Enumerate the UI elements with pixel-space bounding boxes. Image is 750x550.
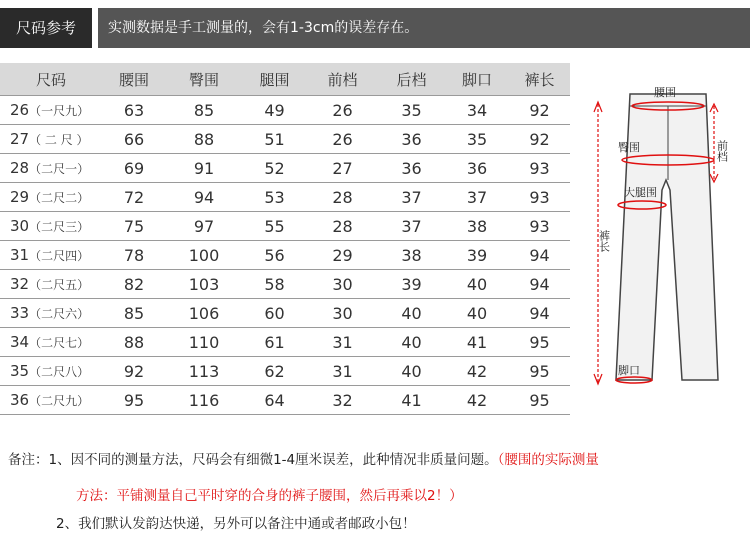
measurement-cell: 93 xyxy=(509,212,570,241)
size-chinese: （二尺三） xyxy=(29,220,90,234)
measurement-note: 实测数据是手工测量的，会有1-3cm的误差存在。 xyxy=(108,20,419,36)
measurement-cell: 42 xyxy=(445,357,509,386)
measurement-cell: 30 xyxy=(307,299,378,328)
measurement-cell: 36 xyxy=(378,154,445,183)
column-header: 后档 xyxy=(378,63,445,96)
measurement-cell: 85 xyxy=(102,299,166,328)
measurement-cell: 39 xyxy=(445,241,509,270)
column-header: 尺码 xyxy=(0,63,102,96)
measurement-cell: 53 xyxy=(242,183,307,212)
measurement-cell: 92 xyxy=(509,96,570,125)
measurement-cell: 26 xyxy=(307,96,378,125)
size-number: 33 xyxy=(10,304,30,322)
measurement-cell: 26 xyxy=(307,125,378,154)
note-line-2: 方法：平铺测量自己平时穿的合身的裤子腰围，然后再乘以2！） xyxy=(76,488,463,504)
size-number: 36 xyxy=(10,391,30,409)
measurement-cell: 36 xyxy=(445,154,509,183)
size-chinese: （二尺二） xyxy=(29,191,90,205)
size-cell xyxy=(0,241,102,270)
size-table-body xyxy=(0,96,570,415)
pants-diagram xyxy=(586,80,746,410)
measurement-cell: 100 xyxy=(166,241,242,270)
hem-label: 脚口 xyxy=(618,364,640,377)
measurement-cell: 88 xyxy=(166,125,242,154)
size-number: 27 xyxy=(10,130,30,148)
note-line-3: 2、我们默认发韵达快递，另外可以备注中通或者邮政小包！ xyxy=(56,516,416,532)
measurement-cell: 95 xyxy=(509,328,570,357)
column-header: 腰围 xyxy=(102,63,166,96)
measurement-cell: 78 xyxy=(102,241,166,270)
column-header: 裤长 xyxy=(509,63,570,96)
measurement-cell: 30 xyxy=(307,270,378,299)
column-header: 臀围 xyxy=(166,63,242,96)
measurement-cell: 95 xyxy=(102,386,166,415)
size-chinese: （二尺五） xyxy=(29,278,90,292)
measurement-cell: 97 xyxy=(166,212,242,241)
size-cell xyxy=(0,270,102,299)
measurement-cell: 88 xyxy=(102,328,166,357)
size-number: 34 xyxy=(10,333,30,351)
table-row xyxy=(0,183,570,212)
size-chinese: （ 二 尺 ） xyxy=(29,133,89,147)
table-row xyxy=(0,96,570,125)
measurement-cell: 92 xyxy=(509,125,570,154)
column-header: 腿围 xyxy=(242,63,307,96)
size-number: 29 xyxy=(10,188,30,206)
measurement-cell: 35 xyxy=(378,96,445,125)
measurement-cell: 28 xyxy=(307,183,378,212)
measurement-cell: 103 xyxy=(166,270,242,299)
size-number: 26 xyxy=(10,101,30,119)
measurement-cell: 110 xyxy=(166,328,242,357)
measurement-cell: 56 xyxy=(242,241,307,270)
header-bar xyxy=(0,8,750,48)
size-number: 35 xyxy=(10,362,30,380)
measurement-cell: 40 xyxy=(378,328,445,357)
size-chinese: （二尺四） xyxy=(29,249,90,263)
measurement-cell: 113 xyxy=(166,357,242,386)
table-row xyxy=(0,299,570,328)
measurement-cell: 95 xyxy=(509,357,570,386)
measurement-cell: 52 xyxy=(242,154,307,183)
table-header-row xyxy=(0,63,570,96)
measurement-cell: 27 xyxy=(307,154,378,183)
measurement-cell: 49 xyxy=(242,96,307,125)
measurement-cell: 62 xyxy=(242,357,307,386)
measurement-cell: 58 xyxy=(242,270,307,299)
measurement-cell: 64 xyxy=(242,386,307,415)
note-line-1 xyxy=(8,448,599,468)
size-cell xyxy=(0,357,102,386)
table-row xyxy=(0,212,570,241)
size-number: 32 xyxy=(10,275,30,293)
measurement-cell: 66 xyxy=(102,125,166,154)
measurement-cell: 36 xyxy=(378,125,445,154)
measurement-cell: 37 xyxy=(378,212,445,241)
measurement-cell: 116 xyxy=(166,386,242,415)
table-row xyxy=(0,386,570,415)
measurement-cell: 37 xyxy=(378,183,445,212)
size-table xyxy=(0,63,570,415)
size-cell xyxy=(0,183,102,212)
size-cell xyxy=(0,212,102,241)
waist-label: 腰围 xyxy=(654,86,676,99)
table-row xyxy=(0,328,570,357)
measurement-cell: 38 xyxy=(445,212,509,241)
measurement-cell: 42 xyxy=(445,386,509,415)
measurement-cell: 31 xyxy=(307,357,378,386)
measurement-cell: 91 xyxy=(166,154,242,183)
measurement-cell: 94 xyxy=(509,241,570,270)
pants-outline xyxy=(616,94,718,380)
size-chinese: （二尺七） xyxy=(29,336,90,350)
size-chinese: （二尺六） xyxy=(29,307,90,321)
measurement-cell: 32 xyxy=(307,386,378,415)
measurement-cell: 93 xyxy=(509,154,570,183)
measurement-cell: 92 xyxy=(102,357,166,386)
size-chinese: （一尺九） xyxy=(29,104,90,118)
table-row xyxy=(0,270,570,299)
measurement-cell: 35 xyxy=(445,125,509,154)
hip-label: 臀围 xyxy=(618,141,640,154)
measurement-cell: 106 xyxy=(166,299,242,328)
measurement-cell: 94 xyxy=(166,183,242,212)
measurement-cell: 75 xyxy=(102,212,166,241)
size-chinese: （二尺九） xyxy=(29,394,90,408)
table-row xyxy=(0,241,570,270)
measurement-cell: 29 xyxy=(307,241,378,270)
measurement-cell: 41 xyxy=(378,386,445,415)
table-row xyxy=(0,154,570,183)
measurement-cell: 93 xyxy=(509,183,570,212)
size-reference-tab: 尺码参考 xyxy=(0,8,92,48)
size-cell xyxy=(0,96,102,125)
measurement-cell: 61 xyxy=(242,328,307,357)
measurement-cell: 31 xyxy=(307,328,378,357)
measurement-cell: 94 xyxy=(509,270,570,299)
measurement-cell: 41 xyxy=(445,328,509,357)
header-separator xyxy=(92,8,98,48)
size-cell xyxy=(0,328,102,357)
measurement-cell: 60 xyxy=(242,299,307,328)
measurement-cell: 40 xyxy=(378,357,445,386)
measurement-cell: 40 xyxy=(445,299,509,328)
size-chinese: （二尺八） xyxy=(29,365,90,379)
measurement-cell: 40 xyxy=(445,270,509,299)
measurement-cell: 85 xyxy=(166,96,242,125)
size-number: 31 xyxy=(10,246,30,264)
note-1-text: 备注：1、因不同的测量方法，尺码会有细微1-4厘米误差，此种情况非质量问题。 xyxy=(8,452,498,468)
measurement-cell: 28 xyxy=(307,212,378,241)
size-cell xyxy=(0,154,102,183)
table-row xyxy=(0,125,570,154)
table-row xyxy=(0,357,570,386)
measurement-cell: 39 xyxy=(378,270,445,299)
measurement-cell: 63 xyxy=(102,96,166,125)
size-cell xyxy=(0,299,102,328)
column-header: 脚口 xyxy=(445,63,509,96)
measurement-cell: 38 xyxy=(378,241,445,270)
measurement-cell: 69 xyxy=(102,154,166,183)
column-header: 前档 xyxy=(307,63,378,96)
measurement-cell: 51 xyxy=(242,125,307,154)
size-chinese: （二尺一） xyxy=(29,162,90,176)
note-1-red: （腰围的实际测量 xyxy=(497,452,599,468)
size-number: 28 xyxy=(10,159,30,177)
measurement-cell: 72 xyxy=(102,183,166,212)
measurement-cell: 37 xyxy=(445,183,509,212)
size-cell xyxy=(0,386,102,415)
length-label: 裤长 xyxy=(597,230,611,252)
measurement-cell: 40 xyxy=(378,299,445,328)
thigh-label: 大腿围 xyxy=(624,186,657,199)
measurement-cell: 82 xyxy=(102,270,166,299)
front-rise-label: 前档 xyxy=(715,140,729,162)
size-cell xyxy=(0,125,102,154)
size-number: 30 xyxy=(10,217,30,235)
measurement-cell: 55 xyxy=(242,212,307,241)
measurement-cell: 95 xyxy=(509,386,570,415)
measurement-cell: 94 xyxy=(509,299,570,328)
measurement-cell: 34 xyxy=(445,96,509,125)
